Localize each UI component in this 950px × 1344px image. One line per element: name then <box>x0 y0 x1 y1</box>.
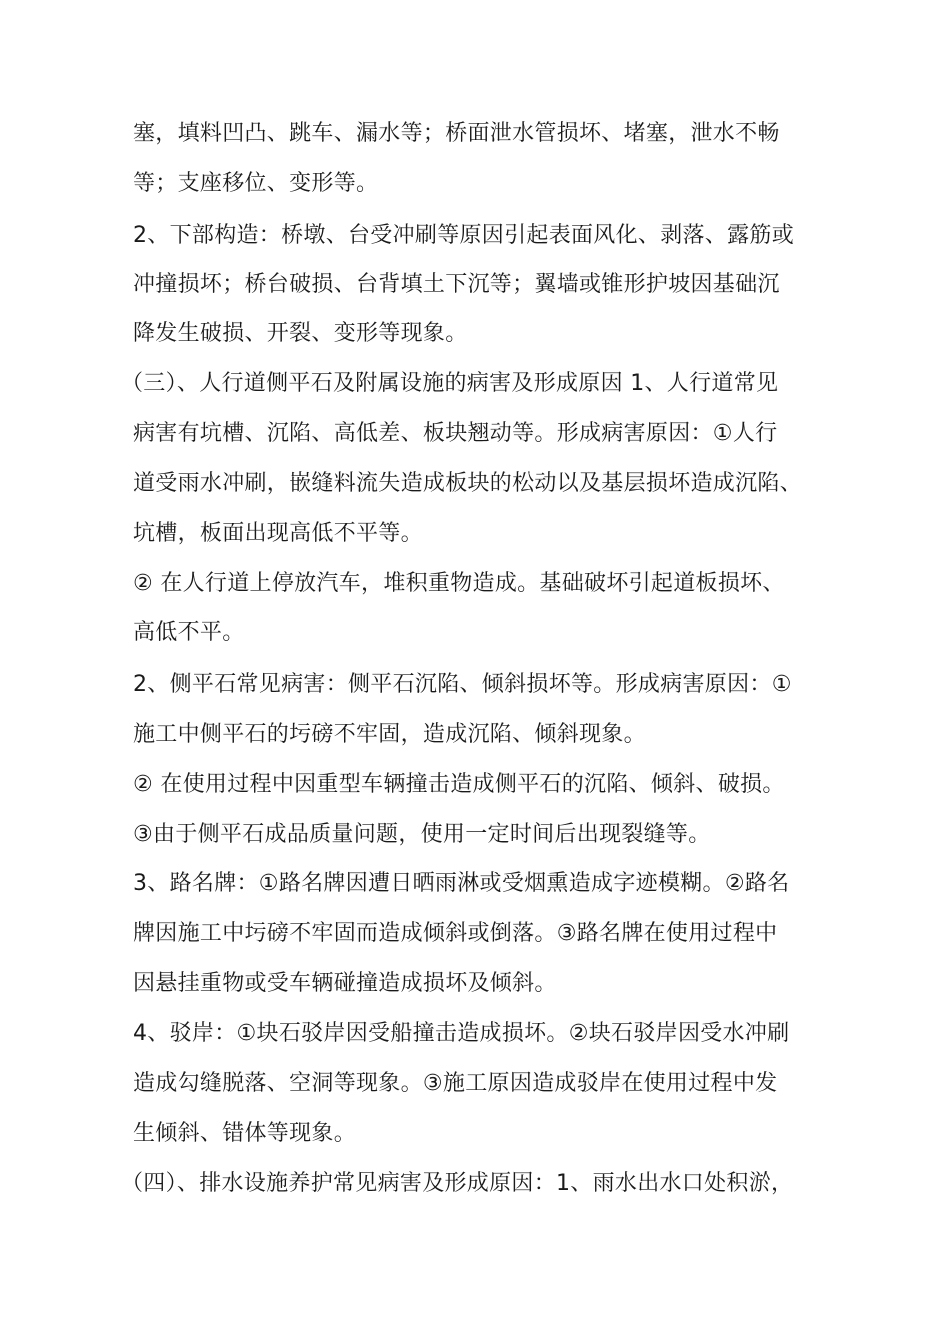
body-text-line-1: 塞，填料凹凸、跳车、漏水等；桥面泄水管损坏、堵塞，泄水不畅 <box>133 121 780 146</box>
body-text-line-16: 3、路名牌：①路名牌因遭日晒雨淋或受烟熏造成字迹模糊。②路名 <box>133 871 790 896</box>
body-text-line-12: 2、侧平石常见病害：侧平石沉陷、倾斜损坏等。形成病害原因：① <box>133 672 792 697</box>
body-text-line-19: 4、驳岸：①块石驳岸因受船撞击造成损坏。②块石驳岸因受水冲刷 <box>133 1021 790 1046</box>
body-text-line-5: 降发生破损、开裂、变形等现象。 <box>133 321 468 346</box>
body-text-line-9: 坑槽，板面出现高低不平等。 <box>133 521 423 546</box>
body-text-line-10: ② 在人行道上停放汽车，堆积重物造成。基础破坏引起道板损坏、 <box>133 571 785 596</box>
body-text-line-14: ② 在使用过程中因重型车辆撞击造成侧平石的沉陷、倾斜、破损。 <box>133 772 785 797</box>
body-text-line-17: 牌因施工中圬磅不牢固而造成倾斜或倒落。③路名牌在使用过程中 <box>133 921 778 946</box>
body-text-line-21: 生倾斜、错体等现象。 <box>133 1121 357 1146</box>
section-heading-3: （三）、人行道侧平石及附属设施的病害及形成原因 1、人行道常见 <box>121 371 779 396</box>
section-heading-4: （四）、排水设施养护常见病害及形成原因：1、雨水出水口处积淤， <box>121 1171 794 1196</box>
body-text-line-15: ③由于侧平石成品质量问题，使用一定时间后出现裂缝等。 <box>133 822 711 847</box>
body-text-line-3: 2、下部构造：桥墩、台受冲刷等原因引起表面风化、剥落、露筋或 <box>133 223 794 248</box>
body-text-line-2: 等；支座移位、变形等。 <box>133 171 379 196</box>
body-text-line-13: 施工中侧平石的圬磅不牢固，造成沉陷、倾斜现象。 <box>133 722 646 747</box>
body-text-line-11: 高低不平。 <box>133 620 245 645</box>
body-text-line-7: 病害有坑槽、沉陷、高低差、板块翘动等。形成病害原因：①人行 <box>133 421 778 446</box>
body-text-line-4: 冲撞损坏；桥台破损、台背填土下沉等；翼墙或锥形护坡因基础沉 <box>133 272 780 297</box>
body-text-line-20: 造成勾缝脱落、空洞等现象。③施工原因造成驳岸在使用过程中发 <box>133 1071 778 1096</box>
body-text-line-8: 道受雨水冲刷，嵌缝料流失造成板块的松动以及基层损坏造成沉陷、 <box>133 471 803 496</box>
body-text-line-18: 因悬挂重物或受车辆碰撞造成损坏及倾斜。 <box>133 971 557 996</box>
